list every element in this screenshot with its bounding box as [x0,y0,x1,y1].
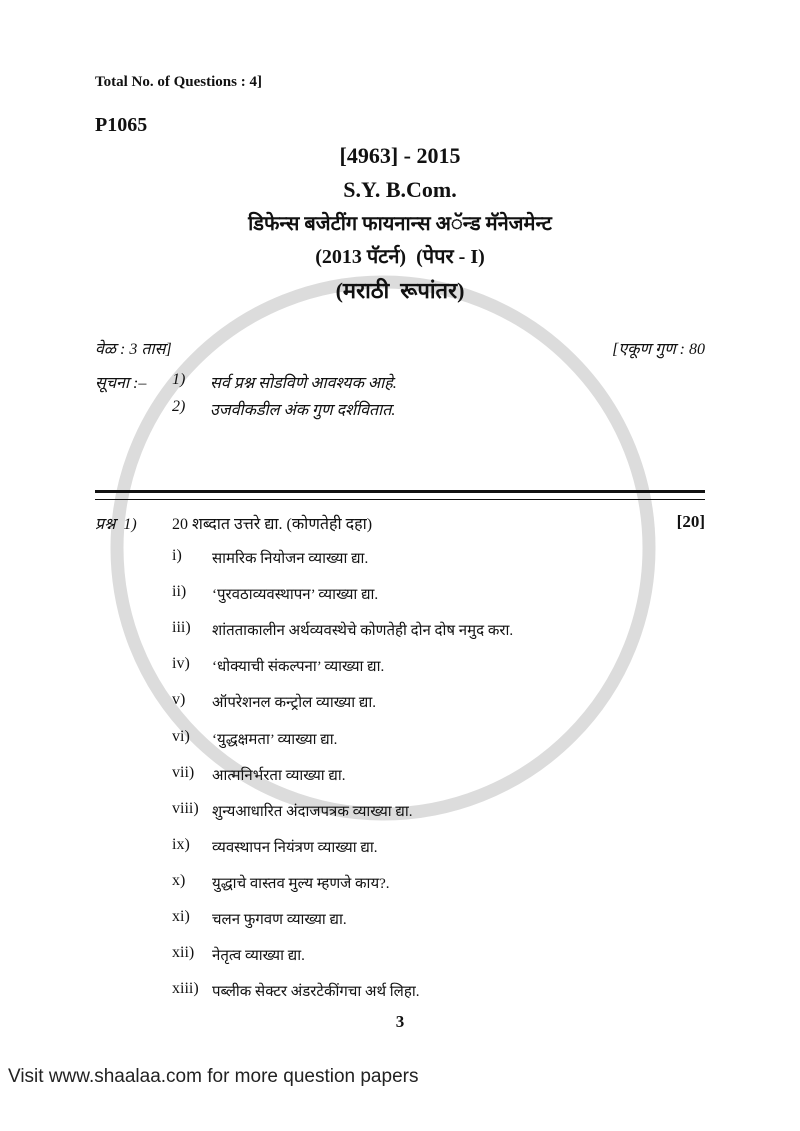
item-text: युद्धाचे वास्तव मुल्य म्हणजे काय?. [212,875,390,892]
item-text: नेतृत्व व्याख्या द्या. [212,948,305,965]
item-text: ‘धोक्याची संकल्पना’ व्याख्या द्या. [212,659,385,676]
item-number: v) [172,691,186,709]
subject: डिफेन्स बजेटींग फायनान्स अॅन्ड मॅनेजमेन्ट [248,213,552,235]
item-number: viii) [172,799,199,817]
item-text: चलन फुगवण व्याख्या द्या. [212,912,347,928]
divider-thick [95,490,705,493]
item-text: आत्मनिर्भरता व्याख्या द्या. [212,767,346,784]
item-text: ‘युद्धक्षमता’ व्याख्या द्या. [212,731,338,748]
course: S.Y. B.Com. [343,177,457,202]
item-number: ix) [172,835,190,853]
item-number: ii) [172,583,187,601]
paper-code: P1065 [95,114,148,136]
item-number: i) [172,547,182,564]
item-number: x) [172,871,186,889]
item-number: vi) [172,727,190,745]
item-text: ‘पुरवठाव्यवस्थापन’ व्याख्या द्या. [212,587,379,604]
instruction-num: 2) [172,398,186,415]
question-label: प्रश्न 1) [95,516,137,533]
item-text: शांतताकालीन अर्थव्यवस्थेचे कोणतेही दोन दोष नमुद करा. [212,623,514,640]
item-number: xii) [172,944,195,962]
question-marks: [20] [676,512,705,531]
item-number: iii) [172,619,191,637]
instruction-text: उजवीकडील अंक गुण दर्शवितात. [210,402,396,419]
item-number: xiii) [172,980,199,998]
divider-thin [95,499,705,500]
item-text: ऑपरेशनल कन्ट्रोल व्याख्या द्या. [212,695,376,712]
total-questions: Total No. of Questions : 4] [95,74,262,90]
exam-code: [4963] - 2015 [339,143,461,168]
total-marks: [एकूण गुण : 80 [612,341,705,358]
instruction-num: 1) [172,371,186,388]
watermark-circle [117,282,649,814]
item-text: शुन्यआधारित अंदाजपत्रक व्याख्या द्या. [212,803,413,820]
item-number: iv) [172,655,190,673]
time: वेळ : 3 तास] [95,341,172,358]
item-text: पब्लीक सेक्टर अंडरटेकींगचा अर्थ लिहा. [212,984,420,1001]
instructions-label: सूचना :– [95,375,147,392]
footer-link[interactable]: Visit www.shaalaa.com for more question papers [8,1066,419,1087]
version: (मराठी रूपांतर) [335,278,465,303]
pattern: (2013 पॅटर्न) (पेपर - I) [315,246,485,268]
item-text: सामरिक नियोजन व्याख्या द्या. [212,551,369,567]
item-text: व्यवस्थापन नियंत्रण व्याख्या द्या. [212,839,378,856]
question-prompt: 20 शब्दात उत्तरे द्या. (कोणतेही दहा) [172,516,373,533]
item-number: vii) [172,763,195,781]
instruction-text: सर्व प्रश्न सोडविणे आवश्यक आहे. [210,375,397,392]
page-number: 3 [395,1012,405,1031]
item-number: xi) [172,908,190,925]
